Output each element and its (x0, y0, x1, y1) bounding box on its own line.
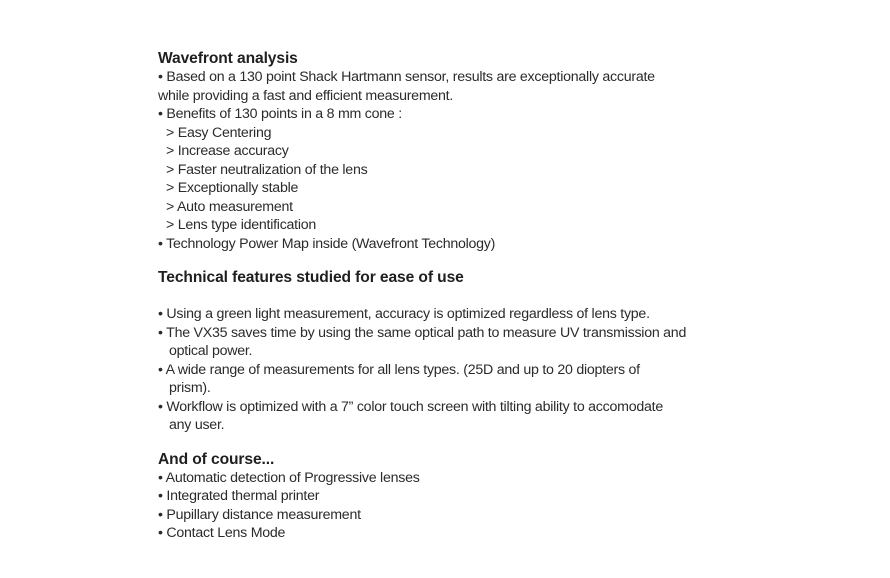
continuation-line: any user. (169, 417, 225, 433)
section-technical-features (158, 269, 718, 435)
bullet-line: • Integrated thermal printer (158, 488, 320, 504)
bullet-line: • Based on a 130 point Shack Hartmann sensor, results are exceptionally accurate (158, 69, 655, 85)
bullet-line: • A wide range of measurements for all lens types. (25D and up to 20 diopters of (158, 361, 640, 378)
section-heading: Wavefront analysis (158, 50, 298, 67)
sub-item: > Increase accuracy (166, 143, 289, 159)
section-and-of-course (158, 451, 718, 543)
continuation-line: while providing a fast and efficient measurement. (158, 87, 454, 104)
continuation-line: optical power. (169, 343, 253, 359)
sub-item: > Easy Centering (166, 124, 272, 141)
document-body (158, 50, 718, 543)
section-heading: And of course... (158, 450, 275, 468)
section-heading: Technical features studied for ease of use (158, 269, 464, 286)
bullet-line: • Automatic detection of Progressive lenses (158, 469, 420, 486)
sub-item: > Exceptionally stable (166, 180, 299, 196)
section-wavefront-analysis (158, 50, 718, 253)
bullet-line: • Benefits of 130 points in a 8 mm cone : (158, 106, 402, 122)
sub-item: > Faster neutralization of the lens (166, 161, 368, 178)
bullet-line: • The VX35 saves time by using the same optical path to measure UV transmission and (158, 324, 687, 341)
continuation-line: prism). (169, 380, 211, 396)
sub-item: > Lens type identification (166, 217, 317, 233)
bullet-line: • Pupillary distance measurement (158, 506, 361, 523)
bullet-line: • Workflow is optimized with a 7” color touch screen with tilting ability to accomodate (158, 398, 663, 415)
bullet-line: • Using a green light measurement, accuracy is optimized regardless of lens type. (158, 306, 650, 322)
sub-item: > Auto measurement (166, 198, 293, 215)
bullet-line: • Technology Power Map inside (Wavefront Technology) (158, 235, 496, 252)
bullet-line: • Contact Lens Mode (158, 525, 286, 541)
